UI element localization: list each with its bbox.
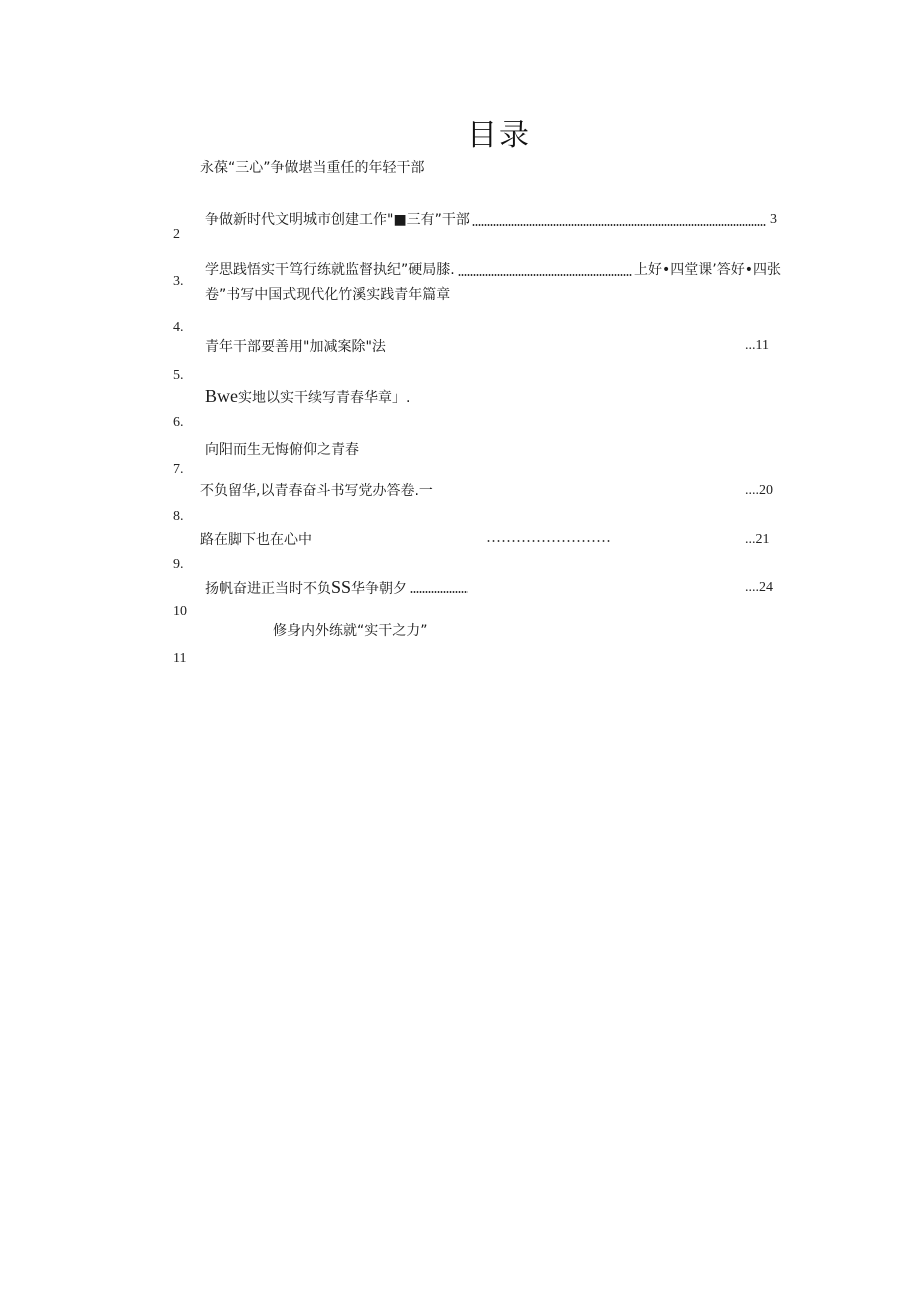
- toc-entry-3-text-line2[interactable]: 卷”书写中国式现代化竹溪实践青年篇章: [205, 287, 451, 303]
- toc-number-4: 4.: [173, 320, 184, 335]
- toc-number-2: 2: [173, 227, 180, 242]
- toc-entry-9-part-a: 扬帆奋进正当时不负: [205, 581, 331, 597]
- toc-entry-8-leader: [486, 538, 612, 544]
- toc-entry-4-text[interactable]: 青年干部要善用"加减案除"法: [205, 339, 386, 355]
- toc-entry-7-text[interactable]: 不负留华,以青春奋斗书写党办答卷.一: [200, 483, 433, 499]
- toc-entry-8-page[interactable]: ...21: [745, 532, 770, 547]
- toc-entry-3-text-continued[interactable]: 上好•四堂课’答好•四张: [634, 262, 781, 278]
- toc-entry-9-text[interactable]: [205, 578, 407, 598]
- toc-entry-5-prefix: Bwe: [205, 386, 238, 406]
- toc-entry-2-leader: [472, 224, 766, 226]
- toc-number-5: 5.: [173, 368, 184, 383]
- toc-entry-4-page[interactable]: ...11: [745, 338, 769, 353]
- toc-title: 目录: [467, 118, 531, 153]
- toc-entry-2-text[interactable]: 争做新时代文明城市创建工作"■三有”干部: [205, 212, 470, 228]
- toc-entry-9-leader: [410, 591, 468, 593]
- toc-number-8: 8.: [173, 509, 184, 524]
- toc-entry-8-text[interactable]: 路在脚下也在心中: [200, 532, 312, 548]
- toc-number-9: 9.: [173, 557, 184, 572]
- toc-number-11: 11: [173, 651, 187, 666]
- toc-entry-10-text[interactable]: 修身内外练就“实干之力”: [273, 623, 428, 639]
- toc-entry-5-text[interactable]: [205, 387, 410, 407]
- toc-number-7: 7.: [173, 462, 184, 477]
- toc-entry-1-text[interactable]: 永葆“三心”争做堪当重任的年轻干部: [200, 160, 425, 176]
- toc-entry-7-page[interactable]: ....20: [745, 483, 773, 498]
- toc-number-10: 10: [173, 604, 187, 619]
- toc-entry-5-title: 实地以实干续写青春华章」.: [238, 390, 411, 406]
- toc-number-6: 6.: [173, 415, 184, 430]
- toc-entry-9-part-c: 华争朝夕: [351, 581, 408, 597]
- toc-entry-3-text[interactable]: 学思践悟实干笃行练就监督执纪”硬局膝.: [205, 262, 455, 278]
- toc-number-3: 3.: [173, 274, 184, 289]
- toc-entry-9-part-b: SS: [331, 577, 352, 597]
- toc-entry-3-leader: [458, 274, 632, 276]
- toc-entry-6-text[interactable]: 向阳而生无悔俯仰之青春: [205, 442, 359, 458]
- toc-entry-2-page[interactable]: 3: [770, 212, 777, 227]
- toc-entry-9-page[interactable]: ....24: [745, 580, 773, 595]
